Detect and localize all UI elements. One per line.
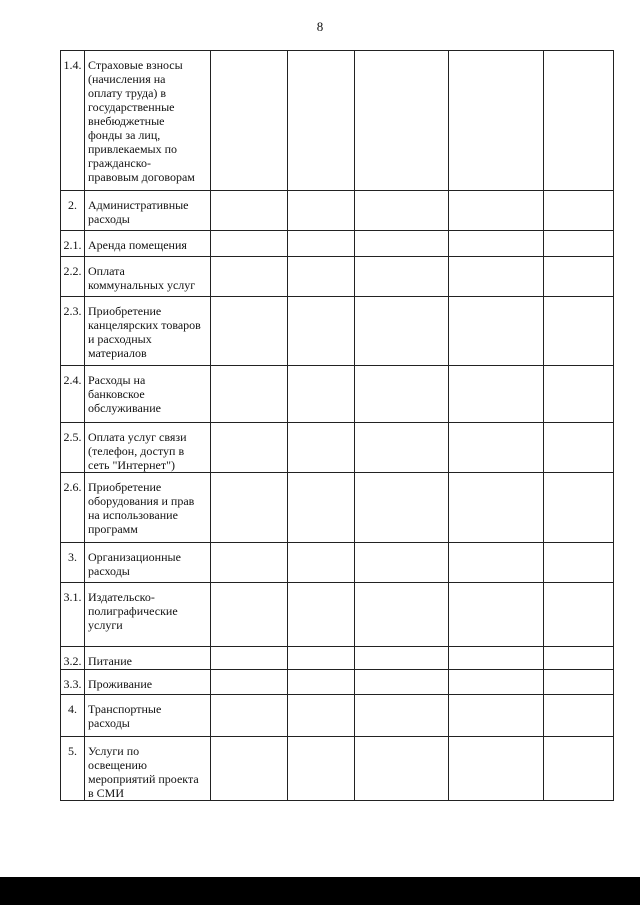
empty-value-cell: [355, 670, 449, 695]
table-row: [61, 51, 614, 191]
table-row: [61, 670, 614, 695]
empty-value-cell: [288, 366, 355, 423]
empty-value-cell: [288, 583, 355, 647]
expense-item-name: Организационные расходы: [85, 543, 211, 583]
row-number: 3.2.: [61, 647, 85, 670]
empty-value-cell: [449, 473, 544, 543]
expense-item-name: Питание: [85, 647, 211, 670]
empty-value-cell: [449, 423, 544, 473]
row-number: 5.: [61, 737, 85, 801]
empty-value-cell: [288, 423, 355, 473]
empty-value-cell: [544, 473, 614, 543]
table-row: [61, 583, 614, 647]
empty-value-cell: [544, 366, 614, 423]
row-number: 2.6.: [61, 473, 85, 543]
expense-item-name: Проживание: [85, 670, 211, 695]
empty-value-cell: [449, 257, 544, 297]
empty-value-cell: [544, 257, 614, 297]
row-number: 1.4.: [61, 51, 85, 191]
empty-value-cell: [544, 191, 614, 231]
empty-value-cell: [355, 583, 449, 647]
empty-value-cell: [211, 647, 288, 670]
expense-item-name: Услуги по освещению мероприятий проекта в СМИ: [85, 737, 211, 801]
empty-value-cell: [355, 257, 449, 297]
empty-value-cell: [211, 257, 288, 297]
empty-value-cell: [449, 737, 544, 801]
empty-value-cell: [449, 231, 544, 257]
expense-item-name: Аренда помещения: [85, 231, 211, 257]
empty-value-cell: [544, 51, 614, 191]
empty-value-cell: [288, 737, 355, 801]
empty-value-cell: [288, 695, 355, 737]
expense-item-name: Приобретение оборудования и прав на использование программ: [85, 473, 211, 543]
row-number: 2.2.: [61, 257, 85, 297]
empty-value-cell: [449, 191, 544, 231]
table-row: [61, 737, 614, 801]
empty-value-cell: [355, 473, 449, 543]
empty-value-cell: [288, 191, 355, 231]
table-row: [61, 257, 614, 297]
expense-item-name: Страховые взносы (начисления на оплату труда) в государственные внебюджетные фонды за лиц, привлекаемых по гражданско- правовым договорам: [85, 51, 211, 191]
table-row: [61, 423, 614, 473]
row-number: 3.3.: [61, 670, 85, 695]
empty-value-cell: [544, 297, 614, 366]
empty-value-cell: [211, 543, 288, 583]
empty-value-cell: [288, 473, 355, 543]
empty-value-cell: [211, 670, 288, 695]
row-number: 2.5.: [61, 423, 85, 473]
empty-value-cell: [211, 366, 288, 423]
empty-value-cell: [355, 543, 449, 583]
table-row: [61, 191, 614, 231]
empty-value-cell: [288, 543, 355, 583]
empty-value-cell: [449, 583, 544, 647]
expense-item-name: Расходы на банковское обслуживание: [85, 366, 211, 423]
table-row: [61, 473, 614, 543]
table-row: [61, 366, 614, 423]
empty-value-cell: [355, 423, 449, 473]
empty-value-cell: [211, 191, 288, 231]
empty-value-cell: [355, 695, 449, 737]
row-number: 4.: [61, 695, 85, 737]
scan-bottom-edge: [0, 877, 640, 905]
empty-value-cell: [449, 543, 544, 583]
expense-item-name: Оплата услуг связи (телефон, доступ в сеть "Интернет"): [85, 423, 211, 473]
empty-value-cell: [211, 583, 288, 647]
table-row: [61, 543, 614, 583]
empty-value-cell: [449, 366, 544, 423]
row-number: 2.: [61, 191, 85, 231]
table-row: [61, 231, 614, 257]
empty-value-cell: [544, 737, 614, 801]
empty-value-cell: [288, 670, 355, 695]
empty-value-cell: [355, 366, 449, 423]
expense-item-name: Административные расходы: [85, 191, 211, 231]
empty-value-cell: [544, 583, 614, 647]
empty-value-cell: [211, 473, 288, 543]
empty-value-cell: [211, 423, 288, 473]
row-number: 3.1.: [61, 583, 85, 647]
empty-value-cell: [544, 670, 614, 695]
empty-value-cell: [544, 695, 614, 737]
empty-value-cell: [355, 297, 449, 366]
empty-value-cell: [355, 191, 449, 231]
empty-value-cell: [355, 647, 449, 670]
empty-value-cell: [211, 695, 288, 737]
expense-item-name: Приобретение канцелярских товаров и расходных материалов: [85, 297, 211, 366]
table-row: [61, 297, 614, 366]
empty-value-cell: [449, 695, 544, 737]
empty-value-cell: [355, 231, 449, 257]
empty-value-cell: [544, 543, 614, 583]
empty-value-cell: [544, 231, 614, 257]
empty-value-cell: [355, 51, 449, 191]
budget-table: [60, 50, 614, 801]
row-number: 3.: [61, 543, 85, 583]
empty-value-cell: [449, 297, 544, 366]
page-number: 8: [316, 19, 324, 34]
empty-value-cell: [544, 647, 614, 670]
table-row: [61, 695, 614, 737]
empty-value-cell: [544, 423, 614, 473]
empty-value-cell: [288, 647, 355, 670]
empty-value-cell: [355, 737, 449, 801]
empty-value-cell: [288, 51, 355, 191]
expense-item-name: Транспортные расходы: [85, 695, 211, 737]
empty-value-cell: [288, 297, 355, 366]
empty-value-cell: [211, 51, 288, 191]
empty-value-cell: [211, 231, 288, 257]
empty-value-cell: [211, 297, 288, 366]
row-number: 2.3.: [61, 297, 85, 366]
empty-value-cell: [288, 231, 355, 257]
table-row: [61, 647, 614, 670]
empty-value-cell: [449, 670, 544, 695]
empty-value-cell: [449, 51, 544, 191]
empty-value-cell: [449, 647, 544, 670]
expense-item-name: Издательско- полиграфические услуги: [85, 583, 211, 647]
row-number: 2.1.: [61, 231, 85, 257]
expense-item-name: Оплата коммунальных услуг: [85, 257, 211, 297]
empty-value-cell: [288, 257, 355, 297]
row-number: 2.4.: [61, 366, 85, 423]
empty-value-cell: [211, 737, 288, 801]
